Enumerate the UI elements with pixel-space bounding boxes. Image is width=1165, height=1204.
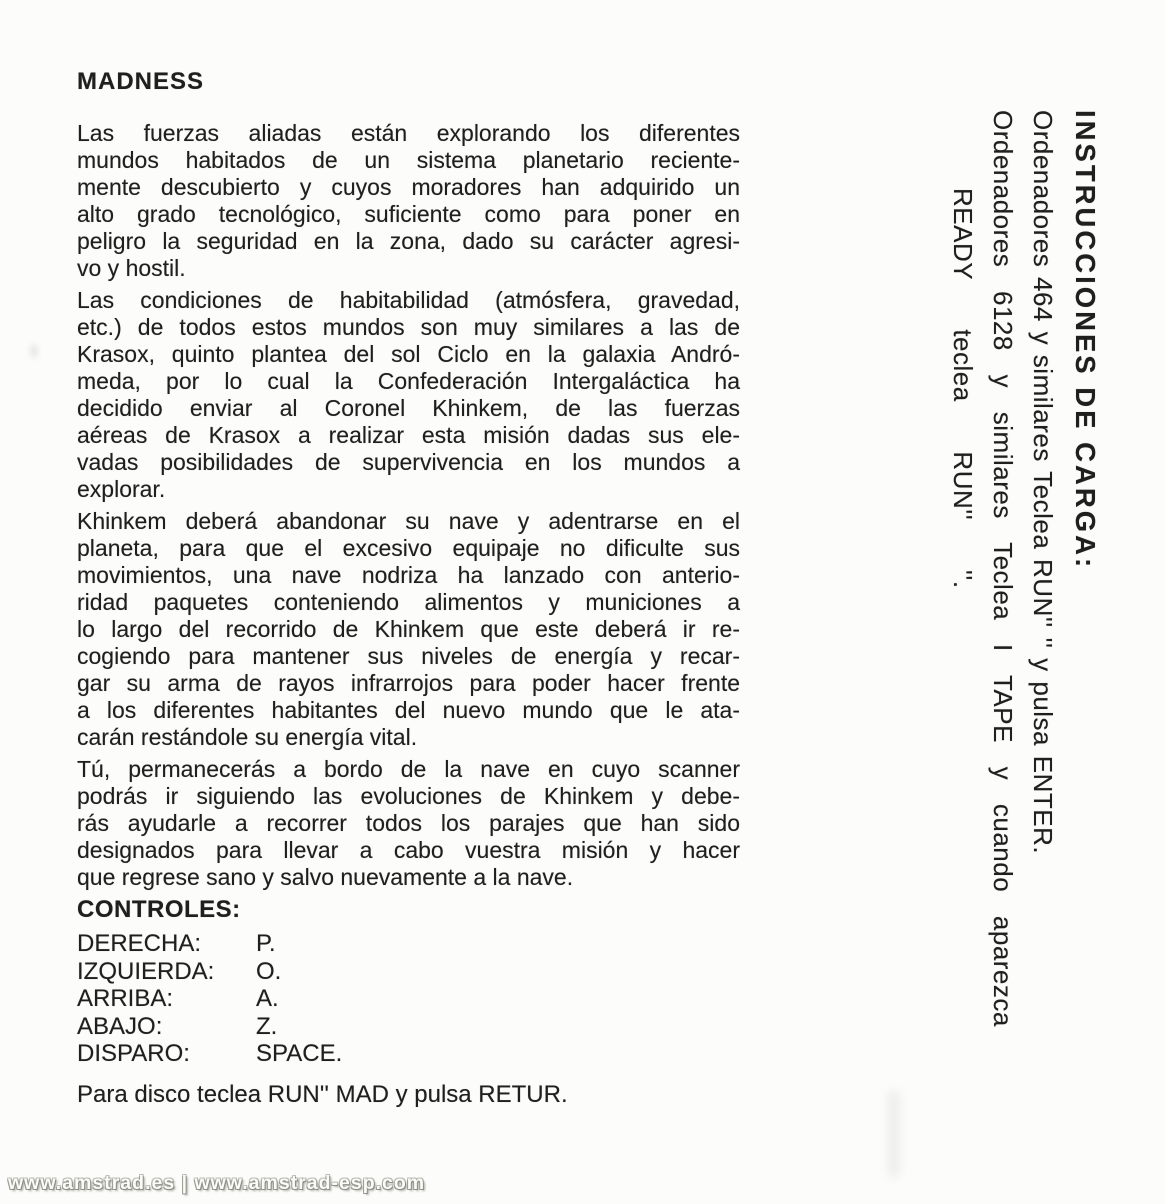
main-text-column xyxy=(77,68,740,1109)
text-line: peligro la seguridad en la zona, dado su carácter agresi- xyxy=(77,228,740,254)
story-paragraph xyxy=(77,287,740,503)
scan-smudge xyxy=(30,344,38,358)
controls-table xyxy=(77,930,740,1068)
text-line: carán restándole su energía vital. xyxy=(77,724,418,750)
text-line: etc.) de todos estos mundos son muy similares a las de xyxy=(77,314,740,340)
text-line: Tú, permanecerás a bordo de la nave en cuyo scanner xyxy=(77,756,740,782)
text-line: decidido enviar al Coronel Khinkem, de las fuerzas xyxy=(77,395,740,421)
control-label: ABAJO: xyxy=(77,1012,163,1040)
text-line: explorar. xyxy=(77,476,166,502)
text-line: cogiendo para mantener sus niveles de energía y recar- xyxy=(77,643,740,669)
watermark-footer: www.amstrad.es | www.amstrad-esp.com xyxy=(8,1172,426,1194)
page-title: MADNESS xyxy=(77,68,205,95)
control-key: SPACE. xyxy=(256,1040,343,1067)
control-key: Z. xyxy=(256,1012,278,1040)
control-key: P. xyxy=(256,930,276,957)
story-paragraph xyxy=(77,756,740,891)
text-line: aéreas de Krasox a realizar esta misión dadas sus ele- xyxy=(77,422,740,448)
text-line: ridad paquetes conteniendo alimentos y municiones a xyxy=(77,589,740,615)
text-line: gar su arma de rayos infrarrojos para poder hacer frente xyxy=(77,670,740,696)
control-row xyxy=(77,930,740,958)
control-label: ARRIBA: xyxy=(77,985,174,1012)
text-line: alto grado tecnológico, suficiente como para poner en xyxy=(77,201,740,227)
text-line: vadas posibilidades de supervivencia en los mundos a xyxy=(77,449,740,475)
text-line: podrás ir siguiendo las evoluciones de Khinkem y debe- xyxy=(77,783,740,809)
disk-loading-note: Para disco teclea RUN'' MAD y pulsa RETUR. xyxy=(77,1080,568,1108)
control-key: A. xyxy=(256,985,279,1012)
control-row xyxy=(77,985,740,1013)
text-line: mundos habitados de un sistema planetario reciente- xyxy=(77,147,740,173)
scan-smudge xyxy=(888,1090,900,1178)
text-line: vo y hostil. xyxy=(77,255,186,281)
loading-instructions-line: READY teclea RUN'' ''. xyxy=(948,188,978,589)
control-key: O. xyxy=(256,957,282,985)
loading-instructions-line: Ordenadores 464 y similares Teclea RUN'' '' y pulsa ENTER. xyxy=(1028,110,1058,855)
story-paragraph xyxy=(77,508,740,751)
rotated-loading-instructions xyxy=(943,110,1108,1110)
text-line: planeta, para que el excesivo equipaje no dificulte sus xyxy=(77,535,740,561)
text-line: rás ayudarle a recorrer todos los parajes que han sido xyxy=(77,810,740,836)
control-row xyxy=(77,1040,740,1068)
control-row xyxy=(77,1013,740,1041)
text-line: meda, por lo cual la Confederación Intergaláctica ha xyxy=(77,368,740,394)
text-line: designados para llevar a cabo vuestra misión y hacer xyxy=(77,837,740,863)
control-label: DERECHA: xyxy=(77,930,202,957)
text-line: Las condiciones de habitabilidad (atmósfera, gravedad, xyxy=(77,287,740,313)
controls-heading: CONTROLES: xyxy=(77,896,241,923)
text-line: que regrese sano y salvo nuevamente a la nave. xyxy=(77,864,574,890)
text-line: movimientos, una nave nodriza ha lanzado con anterio- xyxy=(77,562,740,588)
story-paragraph xyxy=(77,120,740,282)
text-line: lo largo del recorrido de Khinkem que este deberá ir re- xyxy=(77,616,740,642)
control-label: DISPARO: xyxy=(77,1040,190,1067)
text-line: a los diferentes habitantes del nuevo mundo que le ata- xyxy=(77,697,740,723)
text-line: Las fuerzas aliadas están explorando los diferentes xyxy=(77,120,740,146)
control-row xyxy=(77,958,740,986)
text-line: Krasox, quinto plantea del sol Ciclo en la galaxia Andró- xyxy=(77,341,740,367)
text-line: mente descubierto y cuyos moradores han adquirido un xyxy=(77,174,740,200)
control-label: IZQUIERDA: xyxy=(77,957,215,985)
loading-instructions-line: Ordenadores 6128 y similares Teclea I TAPE y cuando aparezca xyxy=(988,110,1018,1027)
loading-instructions-heading: INSTRUCCIONES DE CARGA: xyxy=(1070,110,1101,571)
text-line: Khinkem deberá abandonar su nave y adentrarse en el xyxy=(77,508,740,534)
